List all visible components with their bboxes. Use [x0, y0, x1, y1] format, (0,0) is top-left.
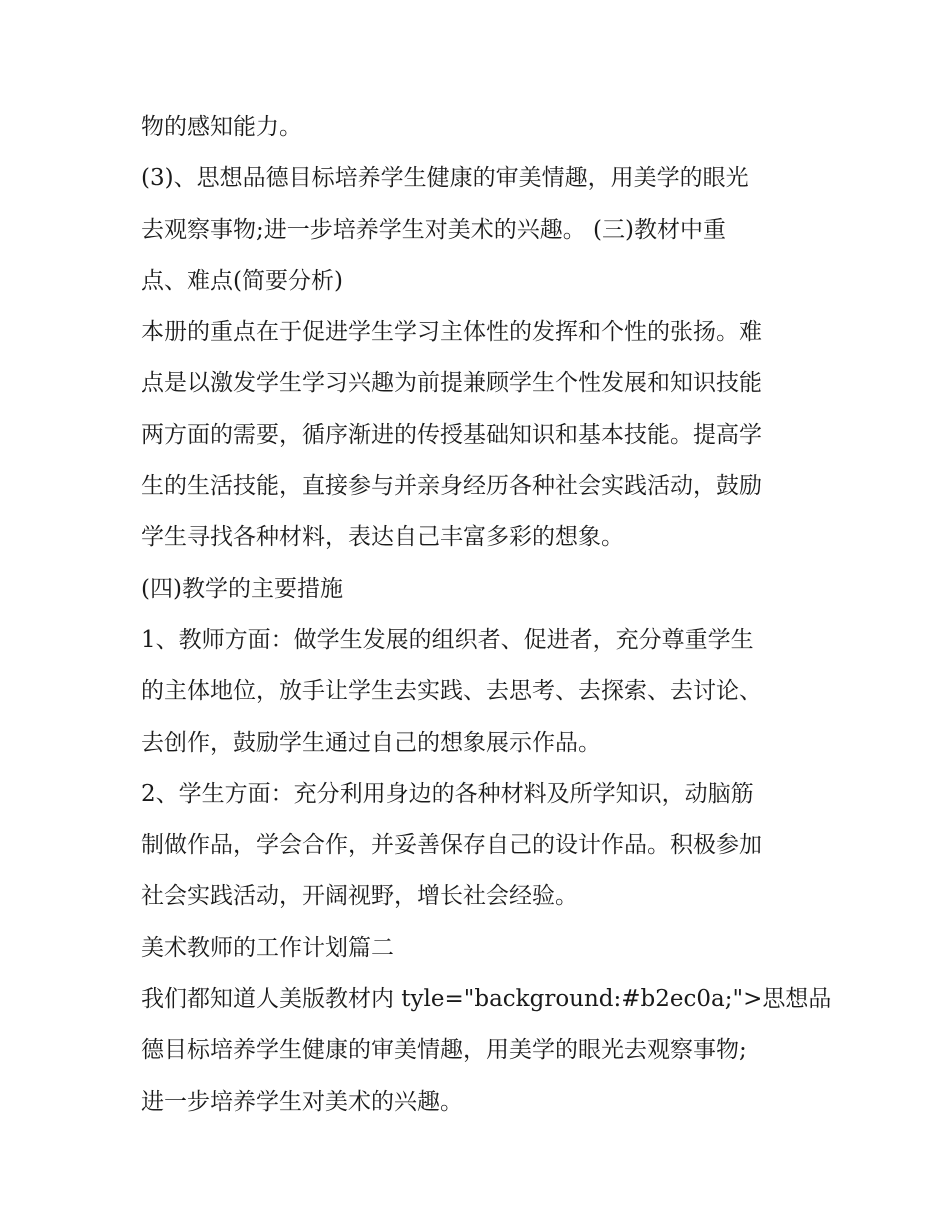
text-line: 物的感知能力。 — [141, 114, 302, 140]
text-line: 生的生活技能，直接参与并亲身经历各种社会实践活动，鼓励 — [141, 473, 762, 500]
text-line: 的主体地位，放手让学生去实践、去思考、去探索、去讨论、 — [141, 678, 762, 705]
text-line: 1、教师方面：做学生发展的组织者、促进者，充分尊重学生 — [141, 626, 754, 653]
section-title: 美术教师的工作计划篇二 — [141, 934, 394, 961]
text-line: 点、难点(简要分析) — [141, 267, 343, 294]
text-line: 点是以激发学生学习兴趣为前提兼顾学生个性发展和知识技能 — [141, 370, 762, 397]
text-line: 我们都知道人美版教材内 tyle="background:#b2ec0a;">思想品 — [141, 986, 832, 1013]
text-line: 去创作，鼓励学生通过自己的想象展示作品。 — [141, 729, 601, 756]
text-line: 进一步培养学生对美术的兴趣。 — [141, 1088, 463, 1115]
section-heading: (四)教学的主要措施 — [141, 575, 343, 602]
text-line: 两方面的需要，循序渐进的传授基础知识和基本技能。提高学 — [141, 421, 762, 448]
text-line: 德目标培养学生健康的审美情趣，用美学的眼光去观察事物; — [141, 1037, 747, 1064]
text-line: 学生寻找各种材料，表达自己丰富多彩的想象。 — [141, 524, 624, 551]
text-line: (3)、思想品德目标培养学生健康的审美情趣，用美学的眼光 — [141, 165, 749, 192]
document-body — [141, 102, 832, 1128]
text-line: 本册的重点在于促进学生学习主体性的发挥和个性的张扬。难 — [141, 319, 762, 346]
text-line: 社会实践活动，开阔视野，增长社会经验。 — [141, 883, 578, 910]
text-line: 去观察事物;进一步培养学生对美术的兴趣。 (三)教材中重 — [141, 216, 727, 243]
text-line: 制做作品，学会合作，并妥善保存自己的设计作品。积极参加 — [141, 832, 762, 859]
text-line: 2、学生方面：充分利用身边的各种材料及所学知识，动脑筋 — [141, 780, 754, 807]
